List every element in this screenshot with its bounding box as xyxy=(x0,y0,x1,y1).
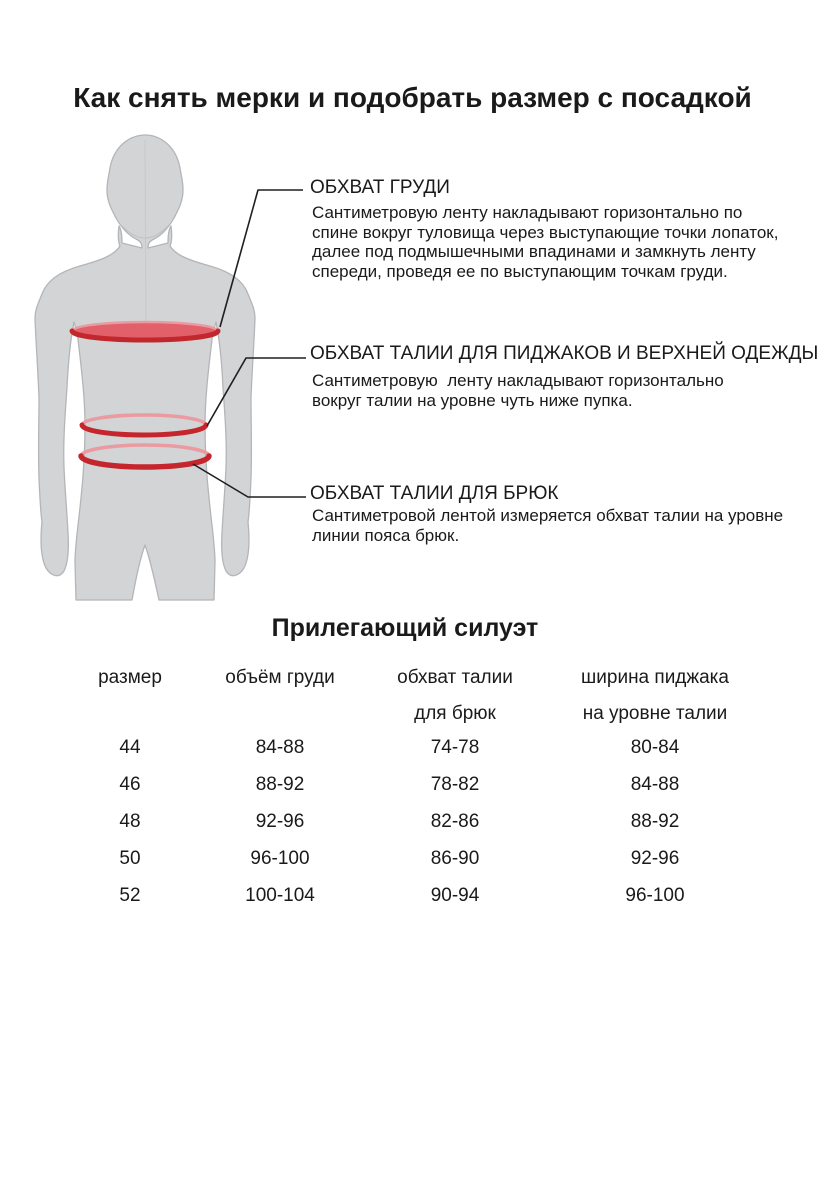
cell-jacket-width: 80-84 xyxy=(630,737,680,758)
cell-jacket-width: 96-100 xyxy=(625,885,685,906)
section-body-chest xyxy=(312,203,778,281)
col-header-waist-trousers: обхват талии xyxy=(397,667,513,688)
male-silhouette-icon xyxy=(35,135,255,600)
cell-size: 50 xyxy=(119,848,141,869)
body-line: Сантиметровой лентой измеряется обхват талии на уровне xyxy=(312,506,784,525)
cell-jacket-width: 92-96 xyxy=(630,848,680,869)
col-header-jacket-width-line2: на уровне талии xyxy=(582,703,728,724)
cell-size: 44 xyxy=(119,737,141,758)
section-heading-chest: ОБХВАТ ГРУДИ xyxy=(310,177,450,198)
section-body-waist-trousers xyxy=(312,506,783,545)
cell-chest: 96-100 xyxy=(250,848,310,869)
table-row xyxy=(60,738,760,758)
page-title: Как снять мерки и подобрать размер с посадкой xyxy=(73,82,752,113)
size-table-header-row-1 xyxy=(60,668,760,688)
section-heading-waist-jacket: ОБХВАТ ТАЛИИ ДЛЯ ПИДЖАКОВ И ВЕРХНЕЙ ОДЕЖДЫ xyxy=(310,343,819,364)
cell-chest: 92-96 xyxy=(255,811,305,832)
cell-chest: 84-88 xyxy=(255,737,305,758)
cell-size: 46 xyxy=(119,774,141,795)
cell-jacket-width: 84-88 xyxy=(630,774,680,795)
body-line: вокруг талии на уровне чуть ниже пупка. xyxy=(312,390,633,410)
cell-size: 52 xyxy=(119,885,141,906)
col-header-empty xyxy=(200,704,360,724)
col-header-size: размер xyxy=(98,667,162,688)
section-body-waist-jacket xyxy=(312,371,724,410)
col-header-jacket-width: ширина пиджака xyxy=(581,667,729,688)
cell-waist: 74-78 xyxy=(430,737,480,758)
cell-waist: 90-94 xyxy=(430,885,480,906)
section-heading-waist-trousers: ОБХВАТ ТАЛИИ ДЛЯ БРЮК xyxy=(310,483,559,504)
col-header-empty xyxy=(60,704,200,724)
body-line: линии пояса брюк. xyxy=(312,525,460,545)
table-row xyxy=(60,886,760,906)
body-line: далее под подмышечными впадинами и замкнуть ленту xyxy=(312,242,756,261)
cell-waist: 86-90 xyxy=(430,848,480,869)
cell-chest: 88-92 xyxy=(255,774,305,795)
cell-size: 48 xyxy=(119,811,141,832)
cell-chest: 100-104 xyxy=(245,885,315,906)
size-table-header-row-2 xyxy=(60,704,760,724)
body-line: спине вокруг туловища через выступающие точки лопаток, xyxy=(312,222,779,242)
col-header-waist-trousers-line2: для брюк xyxy=(414,703,496,724)
table-row xyxy=(60,849,760,869)
cell-waist: 82-86 xyxy=(430,811,480,832)
body-line: спереди, проведя ее по выступающим точкам груди. xyxy=(312,261,728,281)
body-line: Сантиметровую ленту накладывают горизонтально xyxy=(312,371,724,390)
col-header-chest: объём груди xyxy=(225,667,335,688)
table-row xyxy=(60,812,760,832)
table-row xyxy=(60,775,760,795)
cell-jacket-width: 88-92 xyxy=(630,811,680,832)
chest-measurement-band xyxy=(72,322,218,340)
body-line: Сантиметровую ленту накладывают горизонтально по xyxy=(312,203,743,222)
cell-waist: 78-82 xyxy=(430,774,480,795)
measurement-figure xyxy=(0,130,360,610)
size-table-title: Прилегающий силуэт xyxy=(271,614,539,642)
